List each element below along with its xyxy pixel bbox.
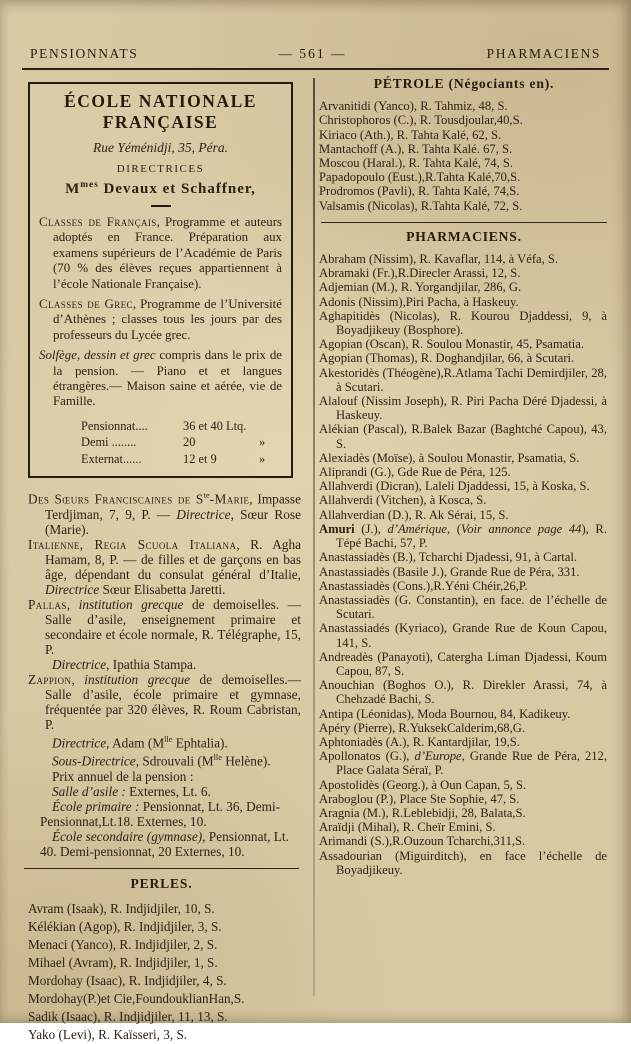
pharmacien-entry: [319, 280, 607, 294]
pharmacien-entry: [319, 834, 607, 848]
pharmaciens-heading: PHARMACIENS.: [406, 228, 522, 244]
text-segment: Directrice: [45, 581, 100, 597]
pensionnat-entry: [28, 784, 301, 799]
pharmacien-entry: [319, 351, 607, 365]
ad-directrices-label: DIRECTRICES: [116, 163, 205, 175]
text-segment: Classes de Grec: [39, 297, 133, 312]
perles-heading: PERLES.: [130, 875, 193, 891]
pensionnat-entry: [28, 537, 301, 597]
petrole-entries: [319, 99, 607, 213]
text-segment: Abraham (Nissim), R. Kavaflar, 114, à Véfa, S.: [319, 252, 559, 267]
text-segment: Agopian (Thomas), R. Doghandjilar, 66, à Scutari.: [319, 351, 575, 366]
text-segment: Aphtoniadès (A.), R. Kantardjilar, 19,S.: [319, 734, 520, 749]
text-segment: Zappion: [28, 671, 72, 687]
right-column: [307, 70, 609, 1002]
text-segment: Ephtalia).: [172, 735, 228, 751]
text-segment: (J.),: [354, 521, 388, 536]
pharmacien-entry: [319, 508, 607, 522]
petrole-entry: [319, 156, 607, 170]
pensionnat-entry: [28, 750, 301, 768]
pensionnat-entry: [28, 799, 301, 829]
text-segment: Helène).: [221, 753, 271, 769]
ad-section-divider: [151, 205, 171, 207]
text-segment: Anouchian (Boghos O.), R. Direkler Arassi, 74, à Chehzadé Bachi, S.: [319, 678, 607, 707]
text-segment: Arvanitidi (Yanco), R. Tahmiz, 48, S.: [319, 99, 508, 114]
text-segment: Externes, Lt. 6.: [125, 783, 211, 799]
text-segment: , Sœur Rose (Marie).: [45, 506, 302, 537]
pensionnat-entry: [28, 657, 301, 672]
pharmacien-entry: [319, 593, 607, 621]
pensionnat-entry: [28, 488, 301, 536]
pharmacien-entry: [319, 266, 607, 280]
text-segment: Apollonatos (G.),: [319, 749, 415, 764]
text-segment: Anastassiadès (Basile J.), Grande Rue de Péra, 331.: [319, 564, 580, 579]
text-segment: Moscou (Haral.), R. Tahta Kalé, 74, S.: [319, 156, 514, 171]
perles-entry: [28, 936, 301, 954]
left-column: [22, 70, 307, 1042]
text-segment: Sadik (Isaac), R. Indjidjiler, 11, 13, S.: [28, 1008, 228, 1024]
text-segment: Directrice: [52, 656, 107, 672]
text-segment: ), R. Tépé Bachi, 57, P.: [336, 521, 607, 551]
text-segment: Mihael (Avram), R. Indjidjiler, 1, S.: [28, 954, 218, 970]
text-segment: Classes de Français: [39, 215, 157, 229]
text-segment: Prix annuel de la pension :: [52, 768, 194, 784]
pharmacien-entry: [319, 650, 607, 678]
text-segment: lle: [213, 753, 222, 763]
text-segment: ,: [66, 596, 79, 612]
ad-title: ÉCOLE NATIONALE FRANÇAISE: [64, 91, 257, 132]
ad-names-line: [39, 180, 282, 198]
pharmacien-entry: [319, 493, 607, 507]
text-segment: Yako (Levi), R. Kaïsseri, 3, S.: [28, 1026, 188, 1042]
running-head-right: PHARMACIENS: [486, 46, 601, 61]
petrole-entry: [319, 199, 607, 213]
petrole-entry: [319, 99, 607, 113]
ad-paragraph: [39, 348, 282, 410]
text-segment: Kiriaco (Ath.), R. Tahta Kalé, 62, S.: [319, 127, 502, 142]
text-segment: 20: [183, 435, 196, 450]
text-segment: Allahverdi (Dicran), Laleli Djaddessi, 15, à Koska, S.: [319, 479, 590, 494]
pharmacien-entry: [319, 849, 607, 877]
text-segment: Italienne, Regia Scuola Italiana: [28, 536, 237, 552]
text-segment: Assadourian (Miguirditch), en face l’échelle de Boyadjikeuy.: [319, 848, 607, 877]
text-segment: d’Amérique: [387, 521, 447, 536]
perles-entry: [28, 900, 301, 918]
text-segment: Allahverdian (D.), R. Ak Sérai, 15, S.: [319, 507, 509, 522]
pharmacien-entry: [319, 465, 607, 479]
text-segment: »: [259, 451, 266, 466]
text-segment: Alalouf (Nissim Joseph), R. Piri Pacha Déré Djadessi, à Haskeuy.: [319, 394, 607, 423]
ad-paragraph: [39, 215, 282, 292]
text-segment: Agopian (Oscan), R. Soulou Monastir, 45, Psamatia.: [319, 337, 584, 352]
text-segment: 12 et 9: [183, 451, 217, 466]
school-advertisement-box: [28, 82, 293, 478]
text-segment: Salle d’asile :: [52, 783, 126, 799]
text-segment: Andreadès (Panayoti), Catergha Liman Djadessi, Koum Capou, 87, S.: [319, 649, 607, 678]
text-segment: Kélékian (Agop), R. Indjidjiler, 3, S.: [28, 918, 222, 934]
pensionnats-entries: [28, 488, 301, 858]
text-segment: ,: [71, 671, 85, 687]
pharmacien-entry: [319, 522, 607, 550]
petrole-heading: PÉTROLE (Négociants en).: [373, 76, 555, 91]
text-segment: Devaux et Schaffner,: [98, 181, 256, 197]
text-segment: Allahverdi (Vitchen), à Kosca, S.: [319, 493, 487, 508]
pensionnat-entry: [28, 829, 301, 859]
text-segment: , Adam (M: [106, 735, 165, 751]
text-segment: Solfège, dessin et grec: [39, 348, 156, 363]
text-segment: , Pensionnat, Lt. 40. Demi-pensionnat, 20 Externes, 10.: [40, 828, 289, 859]
ad-directrice-names: [39, 180, 282, 198]
text-segment: »: [259, 435, 266, 450]
text-segment: Prodromos (Pavli), R. Tahta Kalé, 74,S.: [319, 184, 520, 199]
text-segment: École primaire :: [52, 798, 140, 814]
pensionnat-entry: [28, 732, 301, 750]
pharmacien-entry: [319, 792, 607, 806]
text-segment: d’Europe: [414, 749, 462, 764]
perles-entry: [28, 954, 301, 972]
text-segment: Demi ........: [81, 435, 137, 450]
text-segment: Aliprandi (G.), Gde Rue de Péra, 125.: [319, 465, 511, 480]
pharmacien-entry: [319, 778, 607, 792]
pharmacien-entry: [319, 707, 607, 721]
pharmaciens-entries: [319, 252, 607, 877]
pharmacien-entry: [319, 621, 607, 649]
ad-price-table: [39, 418, 282, 468]
pharmacien-entry: [319, 479, 607, 493]
text-segment: , (: [446, 521, 461, 536]
text-segment: Mantachoff (A.), R. Tahta Kalé. 67, S.: [319, 141, 513, 156]
perles-entries: [28, 900, 301, 1044]
perles-entry: [28, 972, 301, 990]
text-segment: Apostolidès (Georg.), à Oun Capan, 5, S.: [319, 777, 527, 792]
text-segment: institution grecque: [84, 671, 191, 687]
text-segment: M: [65, 181, 81, 197]
text-segment: Amuri: [319, 521, 355, 536]
text-segment: Christophoros (C.), R. Tousdjoular,40,S.: [319, 113, 523, 128]
text-segment: , Ipathia Stampa.: [106, 656, 197, 672]
text-segment: Anastassiadés (Kyriaco), Grande Rue de Koun Capou, 141, S.: [319, 621, 607, 650]
text-segment: Araïdji (Mihal), R. Cheïr Emini, S.: [319, 820, 496, 835]
perles-section-rule: [24, 868, 299, 869]
pharmacien-entry: [319, 550, 607, 564]
text-segment: , Programme et auteurs adoptés en France. Préparation aux examens supérieurs de l’Académie de Paris (70 % des élèves reçues appartiennent à l’école Nationale Française).: [53, 215, 282, 291]
text-segment: institution grecque: [78, 596, 184, 612]
text-segment: École secondaire (gymnase): [52, 828, 203, 844]
text-segment: Pensionnat, Lt. 36, Demi-Pensionnat,Lt.18. Externes, 10.: [40, 798, 281, 829]
text-segment: Directrice: [176, 506, 231, 522]
pharmacien-entry: [319, 366, 607, 394]
pharmacien-entry: [319, 749, 607, 777]
text-segment: Pensionnat....: [81, 418, 148, 433]
running-head-left: PENSIONNATS: [30, 46, 139, 61]
pharmacien-entry: [319, 309, 607, 337]
pharmacien-entry: [319, 820, 607, 834]
page-number: — 561 —: [278, 46, 347, 61]
text-segment: Papadopoulo (Eust.),R.Tahta Kalé,70,S.: [319, 170, 521, 185]
text-segment: compris dans le prix de la pension. — Piano et et langues étrangères.— Maison saine et aérée, vie de Famille.: [53, 348, 282, 409]
pensionnat-entry: [28, 672, 301, 732]
text-segment: , Impasse Terdjiman, 7, 9, P. —: [45, 491, 301, 522]
petrole-entry: [319, 142, 607, 156]
perles-entry: [28, 918, 301, 936]
text-segment: Anastassiadès (Cons.),R.Yéni Chéir,26,P.: [319, 578, 528, 593]
text-segment: Voir annonce page 44: [460, 521, 582, 536]
ad-paragraphs: [39, 215, 282, 410]
text-segment: Aragnia (M.), R.Leblebidji, 28, Balata,S.: [319, 805, 526, 820]
text-segment: Akestoridès (Théogène),R.Atlama Tachi Demirdjiler, 28, à Scutari.: [319, 365, 607, 394]
text-segment: -Marie: [209, 491, 250, 507]
perles-entry: [28, 1026, 301, 1044]
column-divider-rule: [313, 78, 315, 996]
ad-address: Rue Yéménidji, 35, Péra.: [93, 140, 228, 155]
pharmacien-entry: [319, 678, 607, 706]
text-segment: de demoiselles. — Salle d’asile, enseignement primaire et secondaire et école normale, R. Télégraphe, 15, P.: [45, 596, 301, 657]
text-segment: Des Sœurs Franciscaines de S: [28, 491, 204, 507]
text-segment: Apéry (Pierre), R.YuksekCalderim,68,G.: [319, 720, 526, 735]
text-segment: Directrice: [52, 735, 107, 751]
two-column-body: [22, 70, 609, 1042]
text-segment: Antipa (Léonidas), Moda Bournou, 84, Kadikeuy.: [319, 706, 571, 721]
text-segment: Avram (Isaak), R. Indjidjiler, 10, S.: [28, 900, 215, 916]
text-segment: Mordohay (Isaac), R. Indjidjiler, 4, S.: [28, 972, 227, 988]
pharmacien-entry: [319, 579, 607, 593]
text-segment: te: [203, 491, 210, 501]
running-head: [22, 46, 609, 66]
pensionnat-entry: [28, 597, 301, 657]
text-segment: Araboglou (P.), Place Ste Sophie, 47, S.: [319, 791, 520, 806]
pharmacien-entry: [319, 735, 607, 749]
pharmacien-entry: [319, 451, 607, 465]
text-segment: Sous-Directrice: [52, 753, 136, 769]
text-segment: Adonis (Nissim),Piri Pacha, à Haskeuy.: [319, 294, 519, 309]
pharmacien-entry: [319, 721, 607, 735]
text-segment: 36 et 40 Ltq.: [183, 418, 247, 433]
pharmacien-entry: [319, 295, 607, 309]
price-row: [39, 434, 282, 451]
petrole-entry: [319, 170, 607, 184]
pharmacien-entry: [319, 806, 607, 820]
text-segment: Mordohay(P.)et Cie,FoundouklianHan,S.: [28, 990, 245, 1006]
text-segment: , R. Agha Hamam, 8, P. — de filles et de garçons en bas âge, dépendant du consulat général d’Italie,: [45, 536, 301, 582]
pharmacien-entry: [319, 394, 607, 422]
text-segment: , Programme de l’Université d’Athènes ; classes tous les jours par des professeurs du Lycée grec.: [53, 297, 282, 342]
text-segment: , Grande Rue de Péra, 212, Place Galata Séraï, P.: [336, 749, 607, 778]
text-segment: Abramaki (Fr.),R.Direcler Arassi, 12, S.: [319, 266, 521, 281]
text-segment: lle: [164, 734, 173, 744]
text-segment: Externat......: [81, 451, 142, 466]
text-segment: Sœur Elisabetta Jaretti.: [99, 581, 226, 597]
pharmacien-entry: [319, 422, 607, 450]
pharmaciens-section-rule: [321, 222, 607, 223]
pharmacien-entry: [319, 252, 607, 266]
text-segment: de demoiselles.—Salle d’asile, école primaire et gymnase, fréquentée par 320 élèves, R. Roum Cabristan, P.: [45, 671, 301, 732]
pharmacien-entry: [319, 337, 607, 351]
text-segment: , Sdrouvali (M: [135, 753, 214, 769]
text-segment: Anastassiadès (G. Constantin), en face. de l’échelle de Scutari.: [319, 592, 607, 622]
text-segment: Arimandi (S.),R.Ouzoun Tcharchi,311,S.: [319, 834, 526, 849]
text-segment: Pallas: [28, 596, 67, 612]
petrole-entry: [319, 113, 607, 127]
pensionnat-entry: [28, 769, 301, 784]
perles-entry: [28, 990, 301, 1008]
price-row: [39, 418, 282, 435]
text-segment: Valsamis (Nicolas), R.Tahta Kalé, 72, S.: [319, 198, 523, 213]
text-segment: Alékian (Pascal), R.Balek Bazar (Baghtché Capou), 43, S.: [319, 422, 607, 451]
pharmacien-entry: [319, 565, 607, 579]
ad-paragraph: [39, 297, 282, 343]
petrole-entry: [319, 184, 607, 198]
price-row: [39, 451, 282, 468]
text-segment: Adjemian (M.), R. Yorgandjilar, 286, G.: [319, 280, 522, 295]
text-segment: Menaci (Yanco), R. Indjidjiler, 2, S.: [28, 936, 218, 952]
text-segment: mes: [80, 180, 99, 190]
petrole-entry: [319, 128, 607, 142]
text-segment: Alexiadès (Moïse), à Soulou Monastir, Psamatia, S.: [319, 450, 580, 465]
text-segment: Aghapitidès (Nicolas), R. Kourou Djaddessi, 9, à Boyadjikeuy (Bosphore).: [319, 308, 607, 338]
text-segment: Anastassiadès (B.), Tcharchi Djadessi, 91, à Cartal.: [319, 550, 578, 565]
